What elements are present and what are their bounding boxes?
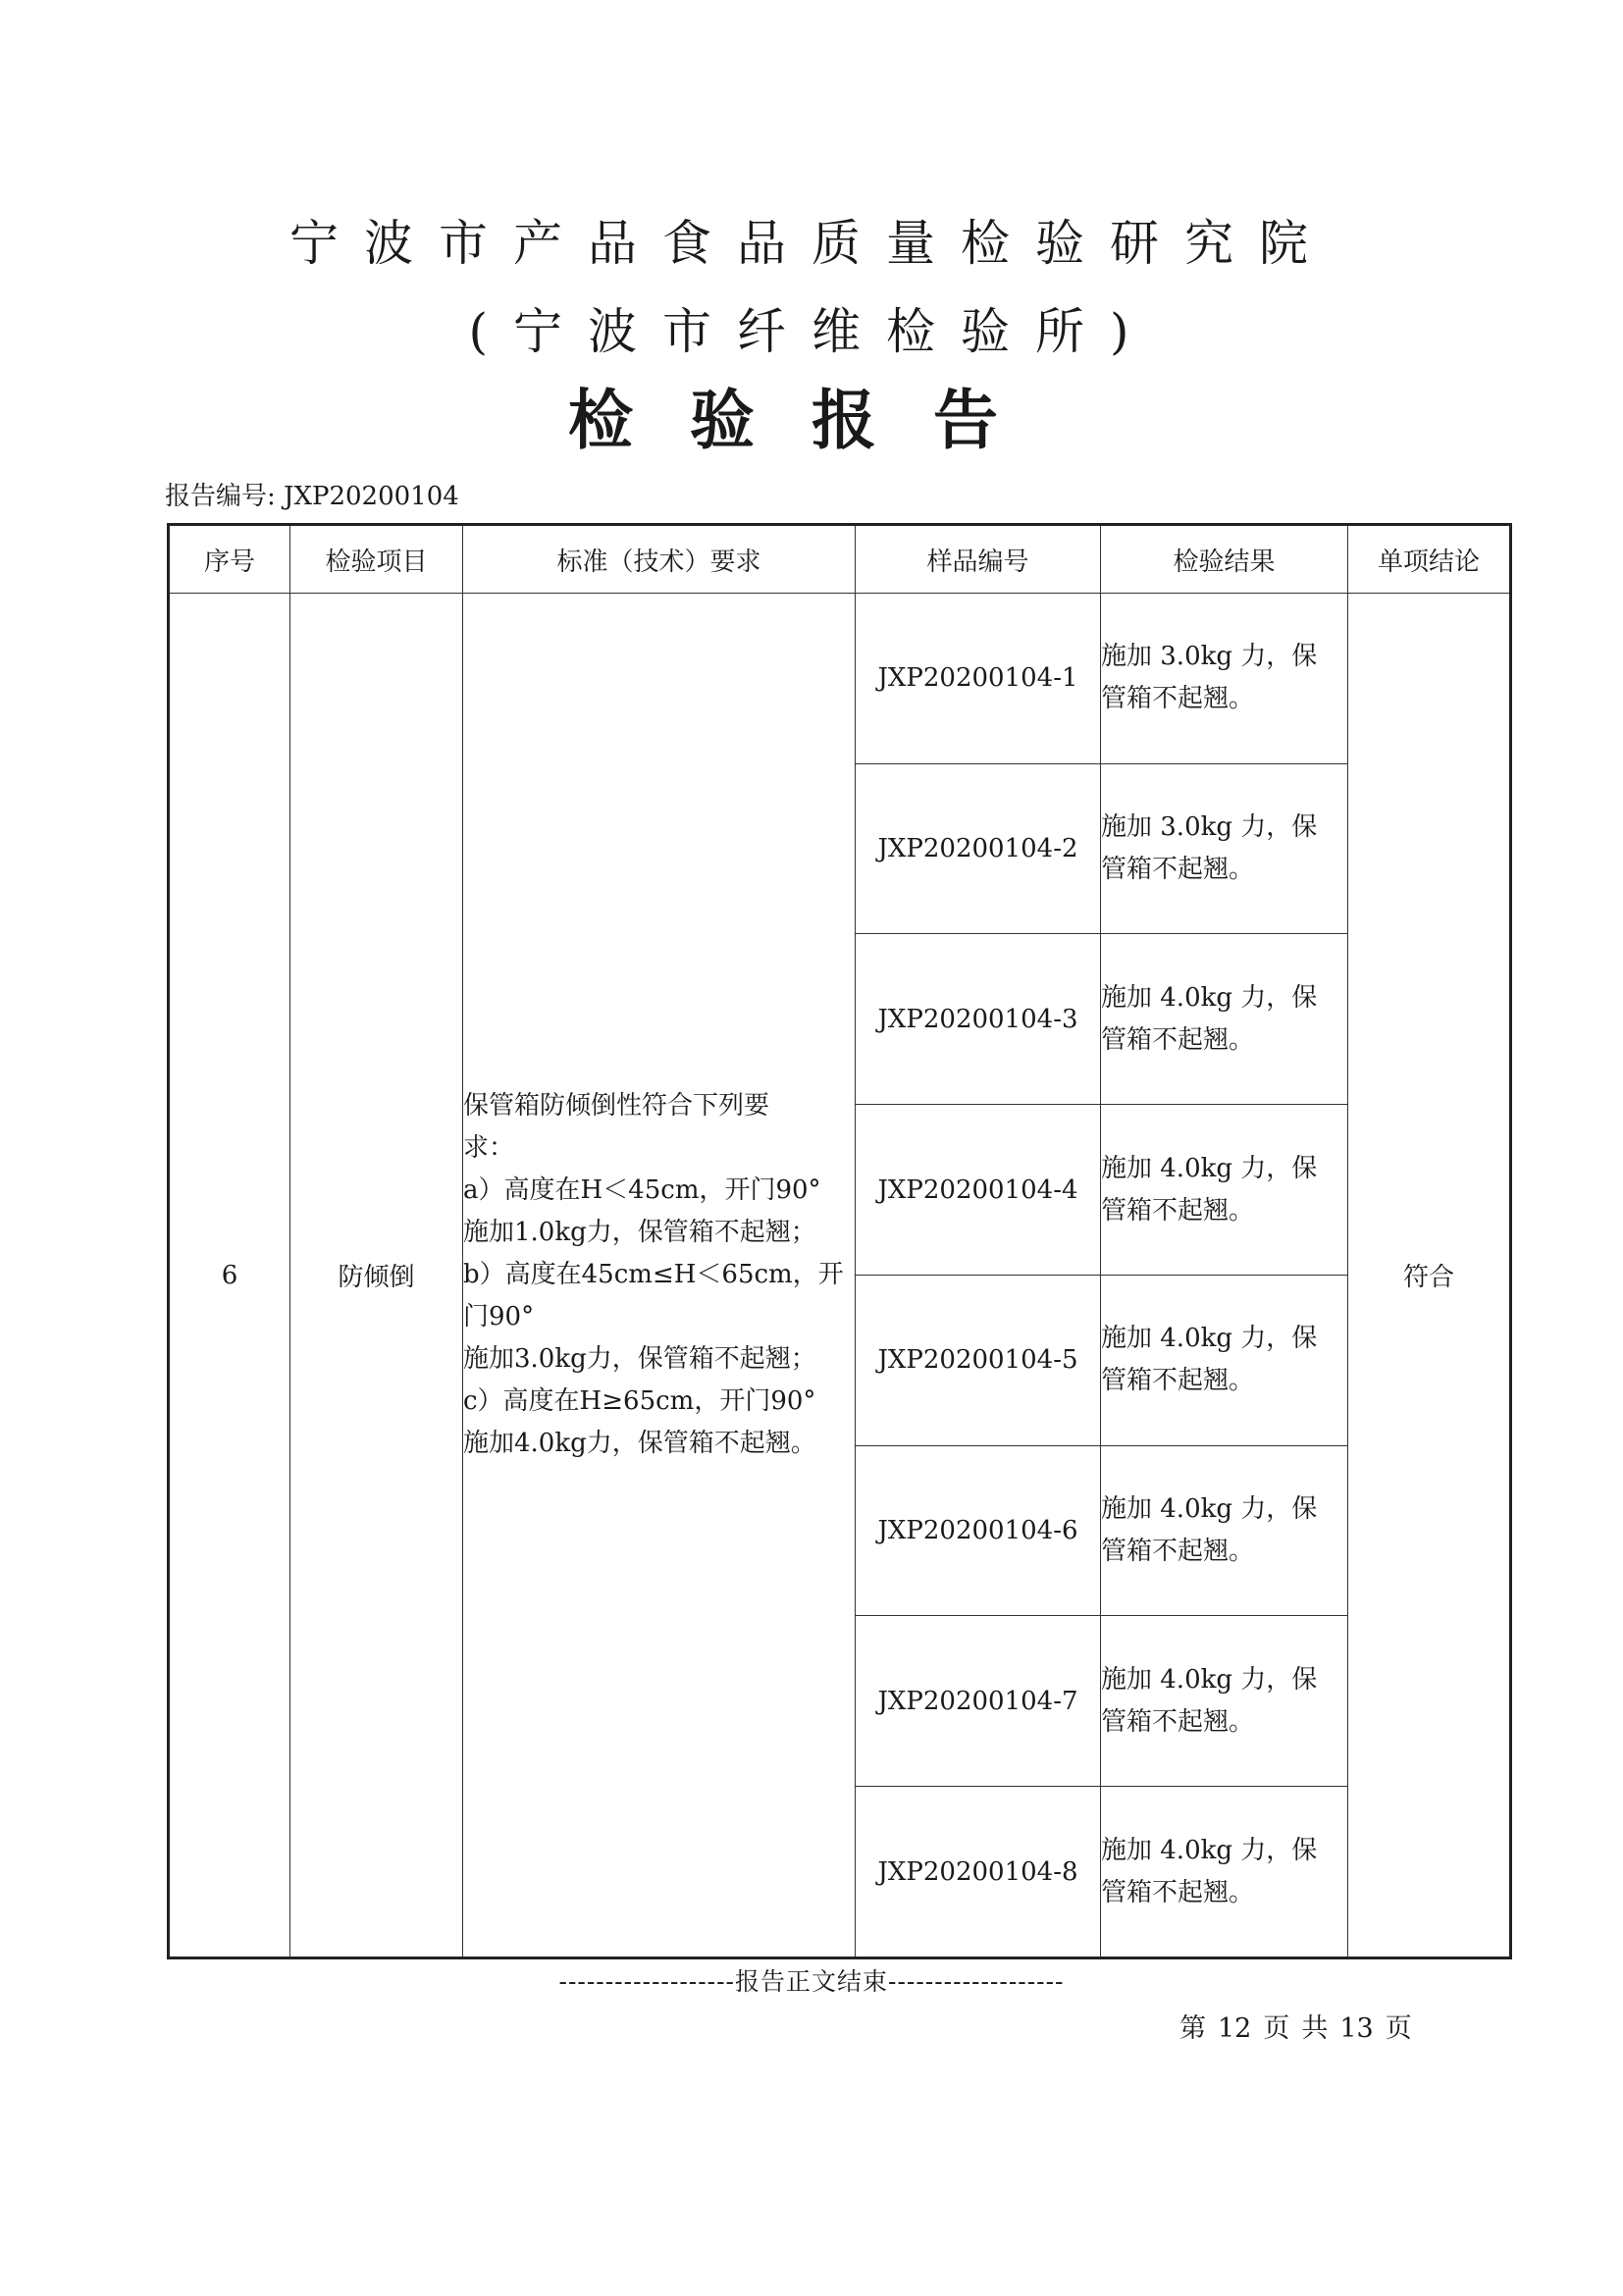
sample-result bbox=[1101, 763, 1348, 934]
result-line: 施加 4.0kg 力，保 bbox=[1101, 1324, 1318, 1354]
page-label-gong: 共 bbox=[1301, 2013, 1329, 2044]
institute-name: 宁波市产品食品质量检验研究院 bbox=[289, 215, 1334, 272]
result-line: 管箱不起翘。 bbox=[1101, 1537, 1255, 1567]
header-seq: 序号 bbox=[169, 525, 290, 594]
sample-id: JXP20200104-1 bbox=[856, 594, 1101, 764]
page-label-ye: 页 bbox=[1263, 2013, 1290, 2044]
table-header-row bbox=[169, 525, 1511, 594]
document-title: 检验报告 bbox=[568, 382, 1055, 458]
result-line: 施加 3.0kg 力，保 bbox=[1101, 642, 1318, 672]
requirement-line: b）高度在45cm≤H＜65cm，开 bbox=[463, 1260, 844, 1289]
report-end-line: -------------------报告正文结束------------------- bbox=[558, 1967, 1065, 1996]
sample-result bbox=[1101, 1787, 1348, 1958]
requirement-line: 保管箱防倾倒性符合下列要 bbox=[463, 1091, 770, 1121]
inspection-table bbox=[167, 523, 1512, 1959]
page-label-di: 第 bbox=[1179, 2013, 1206, 2044]
page-label-ye-2: 页 bbox=[1385, 2013, 1412, 2044]
sample-result bbox=[1101, 1105, 1348, 1276]
sample-id: JXP20200104-2 bbox=[856, 763, 1101, 934]
sample-id: JXP20200104-5 bbox=[856, 1275, 1101, 1445]
item-requirement bbox=[463, 594, 856, 1958]
item-seq: 6 bbox=[169, 594, 290, 1958]
sample-result bbox=[1101, 1275, 1348, 1445]
header-requirement: 标准（技术）要求 bbox=[463, 525, 856, 594]
requirement-line: 施加4.0kg力，保管箱不起翘。 bbox=[463, 1429, 816, 1458]
requirement-line: 求： bbox=[463, 1133, 515, 1163]
result-line: 施加 4.0kg 力，保 bbox=[1101, 1153, 1318, 1183]
sample-result bbox=[1101, 934, 1348, 1105]
requirement-line: c）高度在H≥65cm，开门90° bbox=[463, 1386, 816, 1416]
sample-id: JXP20200104-8 bbox=[856, 1787, 1101, 1958]
page-total: 13 bbox=[1339, 2013, 1374, 2044]
item-conclusion: 符合 bbox=[1348, 594, 1511, 1958]
result-line: 管箱不起翘。 bbox=[1101, 1195, 1255, 1226]
result-line: 施加 3.0kg 力，保 bbox=[1101, 812, 1318, 843]
requirement-line: 施加1.0kg力，保管箱不起翘； bbox=[463, 1218, 816, 1247]
result-line: 管箱不起翘。 bbox=[1101, 1706, 1255, 1737]
item-name: 防倾倒 bbox=[290, 594, 463, 1958]
requirement-line: 门90° bbox=[463, 1302, 535, 1331]
result-line: 施加 4.0kg 力，保 bbox=[1101, 1664, 1318, 1695]
header-item: 检验项目 bbox=[290, 525, 463, 594]
result-line: 管箱不起翘。 bbox=[1101, 1877, 1255, 1907]
table-row bbox=[169, 594, 1511, 764]
sample-result bbox=[1101, 1616, 1348, 1787]
result-line: 施加 4.0kg 力，保 bbox=[1101, 982, 1318, 1013]
result-line: 管箱不起翘。 bbox=[1101, 1024, 1255, 1055]
sub-institute-name: (宁波市纤维检验所) bbox=[468, 303, 1155, 360]
requirement-line: a）高度在H＜45cm，开门90° bbox=[463, 1175, 821, 1205]
sample-id: JXP20200104-3 bbox=[856, 934, 1101, 1105]
requirement-line: 施加3.0kg力，保管箱不起翘； bbox=[463, 1344, 816, 1374]
sample-result bbox=[1101, 594, 1348, 764]
sample-id: JXP20200104-6 bbox=[856, 1445, 1101, 1616]
result-line: 施加 4.0kg 力，保 bbox=[1101, 1494, 1318, 1525]
result-line: 管箱不起翘。 bbox=[1101, 684, 1255, 714]
page-current: 12 bbox=[1218, 2013, 1252, 2044]
sample-id: JXP20200104-4 bbox=[856, 1105, 1101, 1276]
result-line: 施加 4.0kg 力，保 bbox=[1101, 1835, 1318, 1865]
header-sample-no: 样品编号 bbox=[856, 525, 1101, 594]
sample-id: JXP20200104-7 bbox=[856, 1616, 1101, 1787]
result-line: 管箱不起翘。 bbox=[1101, 1366, 1255, 1396]
header-conclusion: 单项结论 bbox=[1348, 525, 1511, 594]
header-result: 检验结果 bbox=[1101, 525, 1348, 594]
report-number: 报告编号: JXP20200104 bbox=[165, 482, 459, 511]
page-number bbox=[1174, 2012, 1418, 2046]
sample-result bbox=[1101, 1445, 1348, 1616]
result-line: 管箱不起翘。 bbox=[1101, 855, 1255, 885]
